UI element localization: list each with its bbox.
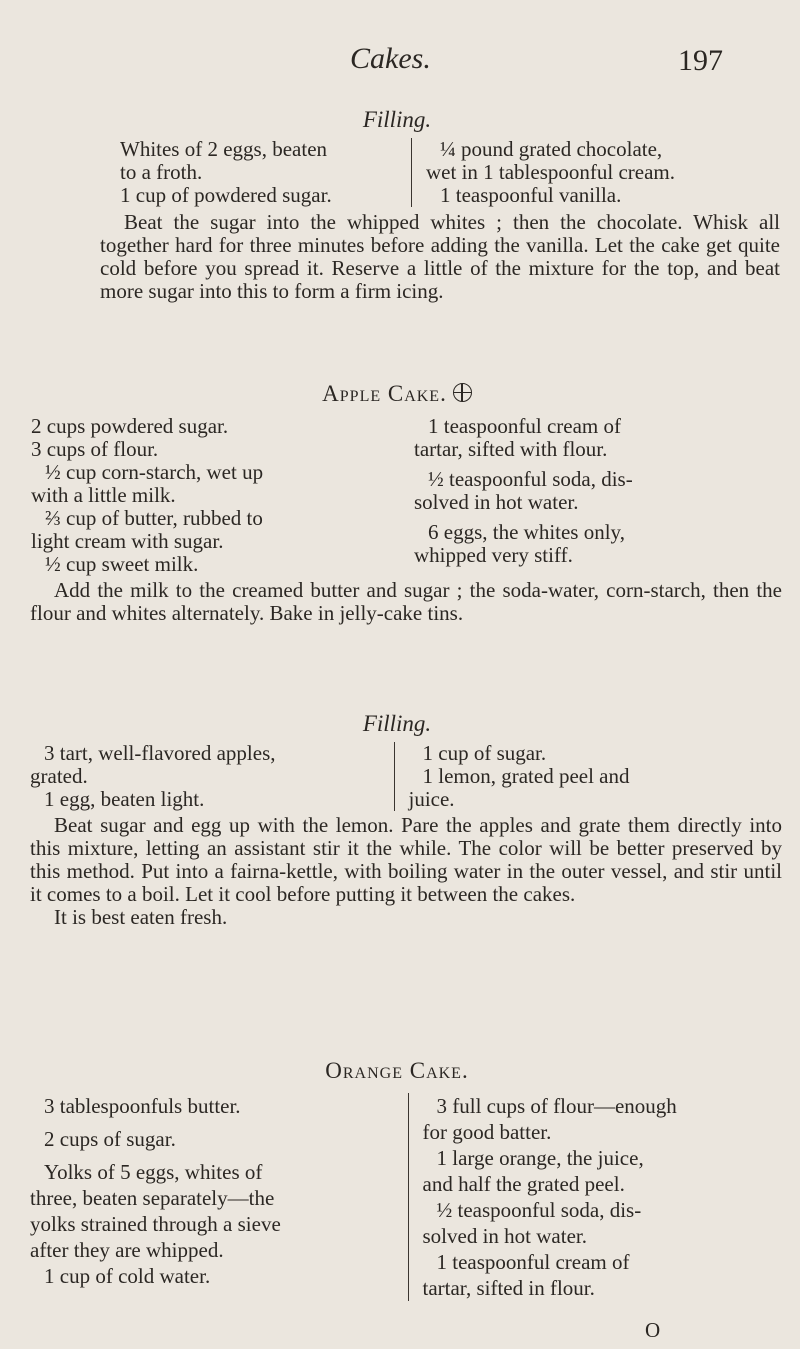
ingredient-line: 2 cups of sugar. bbox=[44, 1127, 176, 1151]
apple-cake-section bbox=[13, 380, 781, 625]
ingredient-line: 1 teaspoonful vanilla. bbox=[440, 183, 622, 207]
filling-heading: Filling. bbox=[362, 107, 432, 132]
ingredient-line: ½ teaspoonful soda, dis- bbox=[436, 1198, 642, 1222]
apple-filling-section bbox=[13, 710, 781, 929]
ingredient-line: 2 cups powdered sugar. bbox=[31, 414, 229, 438]
note-line: It is best eaten fresh. bbox=[54, 905, 228, 929]
ingredient-line: 3 cups of flour. bbox=[31, 437, 159, 461]
ingredient-line: 1 large orange, the juice, bbox=[436, 1146, 644, 1170]
directions-paragraph: Beat the sugar into the whipped whites ; then the chocolate. Whisk all together hard for three minutes before adding the vanilla. Let the cake get quite cold before you spread it. Reserve a little of the mixture for the top, and beat more sugar into this to form a firm icing. bbox=[100, 210, 780, 303]
running-head bbox=[0, 42, 800, 82]
ingredient-line: 1 egg, beaten light. bbox=[44, 787, 205, 811]
ingredient-line: 1 cup of sugar. bbox=[422, 741, 547, 765]
cross-in-circle-icon bbox=[453, 383, 472, 402]
recipe-title bbox=[13, 380, 781, 408]
ingredient-columns bbox=[30, 742, 760, 811]
ingredient-line: wet in 1 tablespoonful cream. bbox=[426, 160, 676, 184]
ingredient-column-left bbox=[30, 742, 394, 811]
ingredient-column-left bbox=[120, 138, 411, 207]
ingredient-line: 3 tablespoonfuls butter. bbox=[44, 1094, 241, 1118]
ingredient-column-right bbox=[400, 415, 771, 576]
ingredient-column-right bbox=[411, 138, 705, 207]
ingredient-columns bbox=[31, 415, 771, 576]
running-head-title: Cakes. bbox=[350, 42, 431, 75]
ingredient-line: with a little milk. bbox=[31, 483, 176, 507]
ingredient-line: 1 cup of cold water. bbox=[44, 1264, 211, 1288]
ingredient-line: ½ teaspoonful soda, dis- bbox=[428, 467, 633, 491]
ingredient-columns bbox=[30, 1093, 788, 1301]
ingredient-column-right bbox=[408, 1093, 789, 1301]
ingredient-line: light cream with sugar. bbox=[31, 529, 224, 553]
directions-paragraph: Beat sugar and egg up with the lemon. Pare the apples and grate them directly into this mixture, letting an assistant stir it the while. The color will be better preserved by this method. Put into a fairna-kettle, with boiling water in the outer vessel, and stir until it comes to a boil. Let it cool before putting it between the cakes. bbox=[30, 813, 782, 906]
ingredient-line: to a froth. bbox=[120, 160, 203, 184]
signature-mark: O bbox=[645, 1318, 661, 1342]
ingredient-line: 3 tart, well-flavored apples, bbox=[44, 741, 276, 765]
ingredient-line: solved in hot water. bbox=[422, 1224, 587, 1248]
ingredient-line: for good batter. bbox=[422, 1120, 552, 1144]
ingredient-line: whipped very stiff. bbox=[414, 543, 573, 567]
ingredient-line: 3 full cups of flour—enough bbox=[436, 1094, 677, 1118]
ingredient-line: and half the grated peel. bbox=[422, 1172, 625, 1196]
ingredient-line: juice. bbox=[408, 787, 455, 811]
ingredient-line: grated. bbox=[30, 764, 88, 788]
ingredient-line: after they are whipped. bbox=[30, 1238, 224, 1262]
ingredient-line: ¼ pound grated chocolate, bbox=[440, 137, 663, 161]
ingredient-line: Yolks of 5 eggs, whites of bbox=[44, 1160, 263, 1184]
apple-cake-heading: Apple Cake. bbox=[322, 381, 447, 406]
ingredient-line: tartar, sifted with flour. bbox=[414, 437, 608, 461]
orange-cake-heading: Orange Cake. bbox=[325, 1058, 469, 1083]
ingredient-line: 1 lemon, grated peel and bbox=[422, 764, 630, 788]
ingredient-line: 1 teaspoonful cream of bbox=[428, 414, 622, 438]
filling-heading: Filling. bbox=[362, 711, 432, 736]
ingredient-line: tartar, sifted in flour. bbox=[422, 1276, 595, 1300]
ingredient-line: ½ cup corn-starch, wet up bbox=[45, 460, 264, 484]
ingredient-line: Whites of 2 eggs, beaten bbox=[120, 137, 328, 161]
ingredient-line: 1 teaspoonful cream of bbox=[436, 1250, 630, 1274]
ingredient-line: ⅔ cup of butter, rubbed to bbox=[45, 506, 263, 530]
ingredient-line: yolks strained through a sieve bbox=[30, 1212, 281, 1236]
ingredient-line: 1 cup of powdered sugar. bbox=[120, 183, 332, 207]
chocolate-filling-section bbox=[13, 106, 781, 303]
page-number: 197 bbox=[678, 44, 723, 77]
ingredient-line: solved in hot water. bbox=[414, 490, 579, 514]
ingredient-column-left bbox=[31, 415, 400, 576]
ingredient-column-left bbox=[30, 1093, 408, 1301]
ingredient-columns bbox=[120, 138, 705, 207]
ingredient-column-right bbox=[394, 742, 761, 811]
ingredient-line: 6 eggs, the whites only, bbox=[428, 520, 625, 544]
ingredient-line: ½ cup sweet milk. bbox=[45, 552, 199, 576]
directions-paragraph: Add the milk to the creamed butter and sugar ; the soda-water, corn-starch, then the flour and whites alternately. Bake in jelly-cake tins. bbox=[30, 578, 782, 625]
ingredient-line: three, beaten separately—the bbox=[30, 1186, 275, 1210]
orange-cake-section bbox=[13, 1057, 781, 1301]
